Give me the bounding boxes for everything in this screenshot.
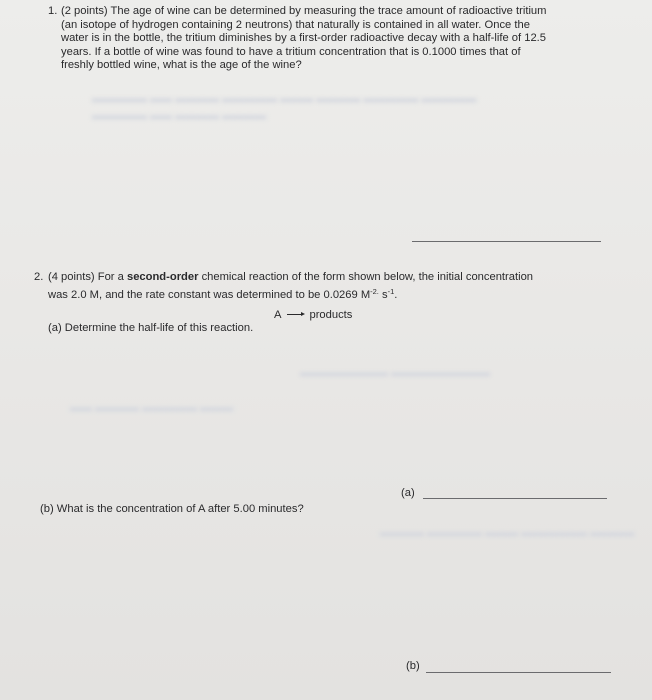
answer-a-label: (a)	[401, 487, 415, 499]
question-1	[48, 5, 638, 73]
question-1-number: 1.	[48, 5, 58, 17]
answer-blank-a[interactable]	[423, 498, 607, 499]
answer-blank-q1[interactable]	[412, 241, 601, 242]
answer-blank-b[interactable]	[426, 672, 611, 673]
answer-b-label: (b)	[406, 660, 420, 672]
question-1-line: (2 points) The age of wine can be determined by measuring the trace amount of radioactive tritium	[61, 5, 547, 17]
question-2	[34, 271, 634, 302]
question-2-line: was 2.0 M, and the rate constant was determined to be 0.0269 $M^{-2.}$ $s^{-1}$.	[48, 286, 398, 301]
question-2-number: 2.	[34, 271, 44, 283]
question-1-line: water is in the bottle, the tritium diminishes by a first-order radioactive decay with a half-life of 12.5	[61, 32, 547, 45]
bleed-through-text: ▬▬▬▬▬ ▬▬ ▬▬▬▬ ▬▬▬▬▬ ▬▬▬ ▬▬▬▬ ▬▬▬▬▬ ▬▬▬▬▬	[92, 93, 477, 105]
question-2-line: (4 points) For a second-order chemical reaction of the form shown below, the initial concentration	[48, 271, 534, 283]
reactant-a: A	[274, 309, 282, 321]
question-1-line: years. If a bottle of wine was found to have a tritium concentration that is 0.1000 times that of	[61, 45, 521, 58]
reaction-products: products	[309, 309, 353, 321]
question-2-text	[48, 271, 634, 302]
reaction-arrow-icon	[287, 314, 303, 315]
bleed-through-text: ▬▬▬▬▬ ▬▬ ▬▬▬▬ ▬▬▬▬	[92, 110, 267, 122]
second-order-emphasis: second-order	[126, 271, 199, 283]
question-2b-prompt: (b) What is the concentration of A after 5.00 minutes?	[40, 503, 304, 515]
bleed-through-text: ▬▬▬▬ ▬▬▬▬▬ ▬▬▬ ▬▬▬▬▬▬ ▬▬▬▬	[380, 527, 635, 539]
reaction-equation	[274, 309, 352, 321]
question-1-line: freshly bottled wine, what is the age of the wine?	[61, 59, 302, 72]
question-1-text	[61, 5, 638, 73]
bleed-through-text: ▬▬ ▬▬▬▬ ▬▬▬▬▬ ▬▬▬	[70, 402, 234, 414]
question-1-line: (an isotope of hydrogen containing 2 neutrons) that naturally is contained in all water. Once the	[61, 18, 530, 31]
question-2a-prompt: (a) Determine the half-life of this reaction.	[48, 322, 254, 334]
bleed-through-text: ▬▬▬▬▬▬▬▬ ▬▬▬▬▬▬▬▬▬	[300, 367, 491, 379]
